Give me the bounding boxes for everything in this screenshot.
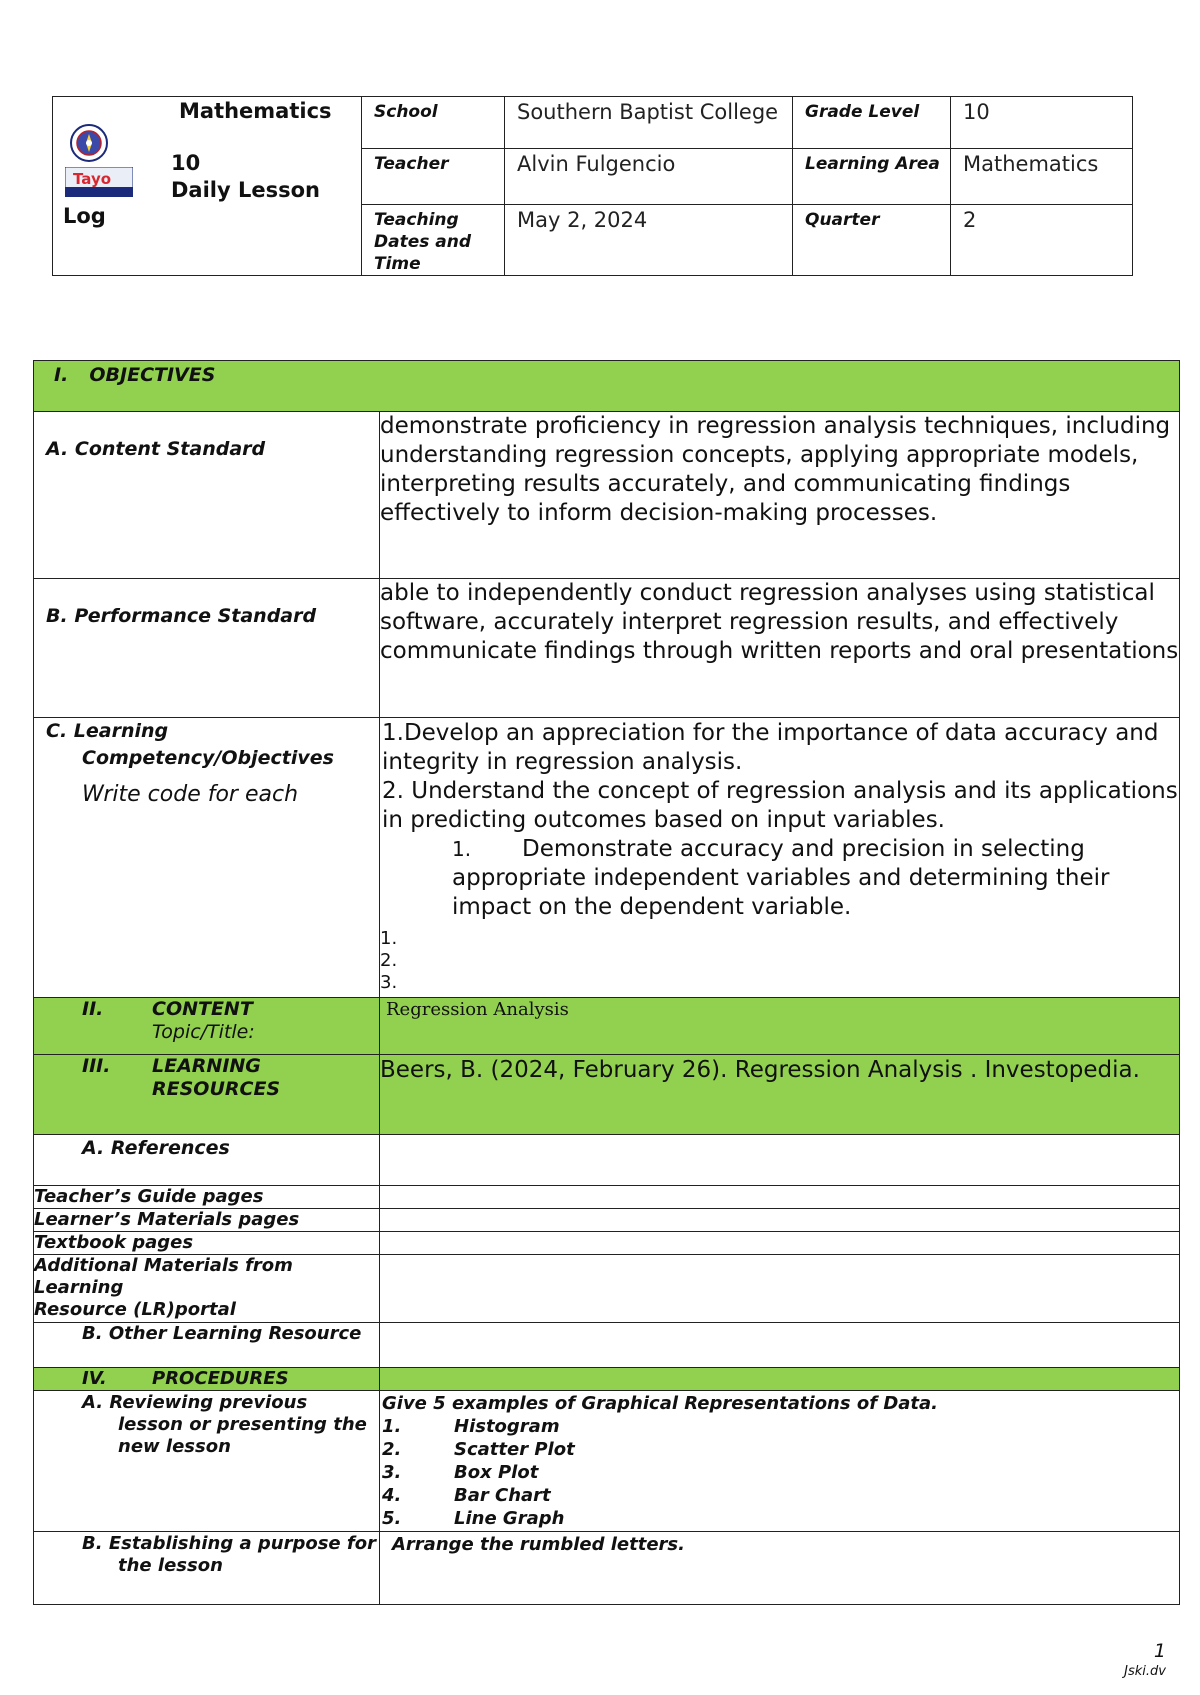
svg-text:Tayo: Tayo xyxy=(73,170,112,188)
additional-materials-label-1: Additional Materials from xyxy=(34,1255,293,1276)
reviewing-label-cell xyxy=(34,1391,380,1532)
tg-pages-label: Teacher’s Guide pages xyxy=(34,1186,380,1209)
purpose-label-1: B. Establishing a purpose for xyxy=(82,1533,376,1554)
reviewing-intro: Give 5 examples of Graphical Representations of Data. xyxy=(382,1393,938,1414)
tg-pages-value xyxy=(380,1186,1180,1209)
list-item: 2. Scatter Plot xyxy=(382,1439,575,1460)
additional-materials-label-2: Learning xyxy=(34,1277,124,1298)
competency-label-cell xyxy=(34,718,380,998)
learning-area-value: Mathematics xyxy=(951,149,1133,205)
blank-item-2: 2. xyxy=(380,950,398,971)
reviewing-label-1: A. Reviewing previous xyxy=(82,1392,308,1413)
procedures-num: IV. xyxy=(82,1368,107,1389)
grade-level-label: Grade Level xyxy=(793,97,951,149)
teaching-dates-label: Teaching Dates and Time xyxy=(362,205,505,276)
competency-label-1: C. Learning xyxy=(46,720,169,742)
resources-value: Beers, B. (2024, February 26). Regression Analysis . Investopedia. xyxy=(380,1055,1180,1135)
procedures-heading: PROCEDURES xyxy=(152,1368,289,1389)
textbook-pages-label: Textbook pages xyxy=(34,1232,380,1255)
objectives-heading-row xyxy=(34,361,1180,412)
quarter-value: 2 xyxy=(951,205,1133,276)
competency-label-2: Competency/Objectives xyxy=(82,747,334,769)
school-value: Southern Baptist College xyxy=(505,97,793,149)
learning-area-label: Learning Area xyxy=(793,149,951,205)
resources-heading-1: LEARNING xyxy=(152,1055,261,1077)
content-num: II. xyxy=(82,998,104,1020)
reviewing-label-2: lesson or presenting the xyxy=(118,1414,367,1435)
title-subject: Mathematics xyxy=(179,99,332,123)
purpose-value: Arrange the rumbled letters. xyxy=(392,1534,685,1555)
competency-1: 1.Develop an appreciation for the importance of data accuracy and integrity in regression analysis. xyxy=(382,720,1159,775)
lesson-table xyxy=(33,360,1180,1605)
school-label: School xyxy=(362,97,505,149)
blank-item-3: 3. xyxy=(380,972,398,993)
content-subheading: Topic/Title: xyxy=(152,1021,255,1043)
list-item: 3. Box Plot xyxy=(382,1462,539,1483)
references-value xyxy=(380,1135,1180,1186)
purpose-value-cell xyxy=(380,1532,1180,1605)
procedures-label-cell xyxy=(34,1368,380,1391)
list-item: 1. Histogram xyxy=(382,1416,560,1437)
reviewing-value-cell xyxy=(380,1391,1180,1532)
lm-pages-value xyxy=(380,1209,1180,1232)
resources-num: III. xyxy=(82,1055,111,1077)
grade-level-value: 10 xyxy=(951,97,1133,149)
quarter-label: Quarter xyxy=(793,205,951,276)
teacher-value: Alvin Fulgencio xyxy=(505,149,793,205)
performance-standard-label: B. Performance Standard xyxy=(46,605,317,627)
competency-note: Write code for each xyxy=(82,782,299,807)
references-label: A. References xyxy=(82,1137,230,1159)
procedures-heading-value xyxy=(380,1368,1180,1391)
textbook-pages-value xyxy=(380,1232,1180,1255)
title-log: Log xyxy=(63,204,106,228)
content-standard-label-cell xyxy=(34,412,380,579)
other-resource-label: B. Other Learning Resource xyxy=(82,1323,362,1344)
file-note: Jski.dv xyxy=(1124,1664,1166,1679)
references-label-cell xyxy=(34,1135,380,1186)
title-cell xyxy=(53,97,362,276)
competency-value-cell xyxy=(380,718,1180,998)
content-label-cell xyxy=(34,998,380,1055)
lm-pages-label: Learner’s Materials pages xyxy=(34,1209,380,1232)
additional-materials-label-cell xyxy=(34,1255,380,1323)
header-table xyxy=(52,96,1133,276)
content-heading: CONTENT xyxy=(152,998,253,1020)
resources-heading-2: RESOURCES xyxy=(152,1078,281,1100)
objectives-num: I. xyxy=(54,364,69,386)
list-item: 4. Bar Chart xyxy=(382,1485,551,1506)
content-standard-label: A. Content Standard xyxy=(46,438,266,460)
objectives-heading: OBJECTIVES xyxy=(89,364,216,386)
purpose-label-2: the lesson xyxy=(118,1555,223,1576)
title-daily-lesson: Daily Lesson xyxy=(171,178,320,202)
purpose-label-cell xyxy=(34,1532,380,1605)
competency-3-text: Demonstrate accuracy and precision in selecting appropriate independent variables and determining their impact on the dependent variable. xyxy=(452,836,1110,920)
page-footer xyxy=(1124,1640,1166,1679)
competency-3 xyxy=(380,835,1179,922)
teaching-dates-value: May 2, 2024 xyxy=(505,205,793,276)
resources-label-cell xyxy=(34,1055,380,1135)
page-number: 1 xyxy=(1153,1640,1166,1662)
teacher-label: Teacher xyxy=(362,149,505,205)
deped-seal-icon xyxy=(69,123,109,163)
competency-2: 2. Understand the concept of regression analysis and its applications in predicting outcomes based on input variables. xyxy=(382,778,1178,833)
other-resource-label-cell xyxy=(34,1323,380,1368)
additional-materials-value xyxy=(380,1255,1180,1323)
competency-3-num: 1. xyxy=(452,837,472,861)
list-item: 5. Line Graph xyxy=(382,1508,565,1529)
tayo-logo-icon xyxy=(65,167,133,197)
performance-standard-value: able to independently conduct regression analyses using statistical software, accurately interpret regression results, and effectively communicate findings through written reports and oral presentations xyxy=(380,579,1180,718)
content-standard-value: demonstrate proficiency in regression analysis techniques, including understanding regression concepts, applying appropriate models, interpreting results accurately, and communicating findings effectively to inform decision-making processes. xyxy=(380,412,1180,579)
additional-materials-label-3: Resource (LR)portal xyxy=(34,1299,236,1320)
performance-standard-label-cell xyxy=(34,579,380,718)
title-grade: 10 xyxy=(171,151,201,175)
content-value: Regression Analysis xyxy=(380,998,1180,1055)
other-resource-value xyxy=(380,1323,1180,1368)
blank-item-1: 1. xyxy=(380,928,398,949)
reviewing-label-3: new lesson xyxy=(118,1436,231,1457)
